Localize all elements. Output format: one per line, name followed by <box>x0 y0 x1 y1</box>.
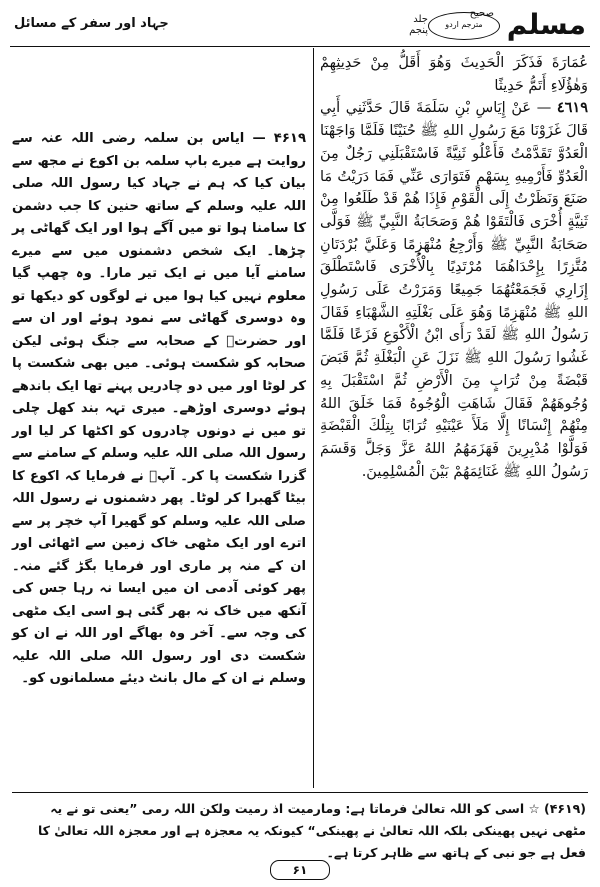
arabic-hadith-text: عَنْ إِيَاسِ بْنِ سَلَمَةَ قَالَ حَدَّثَنِي أَبِي قَالَ غَزَوْنَا مَعَ رَسُولِ اللهِ ﷺ حُنَيْنًا فَلَمَّا وَاجَهْنَا الْعَدُوَّ تَقَدَّمْتُ فَأَعْلُو ثَنِيَّةً فَاسْتَقْبَلَنِي رَجُلٌ مِنَ الْعَدُوِّ فَأَرْمِيهِ بِسَهْمٍ فَتَوَارَى عَنِّي فَمَا دَرَيْتُ مَا صَنَعَ وَنَظَرْتُ إِلَى الْقَوْمِ فَإِذَا هُمْ قَدْ طَلَعُوا مِنْ ثَنِيَّةٍ أُخْرَى فَالْتَقَوْا هُمْ وَصَحَابَةُ النَّبِيِّ ﷺ فَوَلَّى صَحَابَةُ النَّبِيِّ ﷺ وَأَرْجِعُ مُنْهَزِمًا وَعَلَيَّ بُرْدَتَانِ مُتَّزِرًا بِإِحْدَاهُمَا مُرْتَدِيًا بِالْأُخْرَى فَاسْتَطْلَقَ إِزَارِي فَجَمَعْتُهُمَا جَمِيعًا وَمَرَرْتُ عَلَى رَسُولِ اللهِ ﷺ مُنْهَزِمًا وَهُوَ عَلَى بَغْلَتِهِ الشَّهْبَاءِ فَقَالَ رَسُولُ اللهِ ﷺ لَقَدْ رَأَى ابْنُ الْأَكْوَعِ فَزَعًا فَلَمَّا غَشُوا رَسُولَ اللهِ ﷺ نَزَلَ عَنِ الْبَغْلَةِ ثُمَّ قَبَضَ قَبْضَةً مِنْ تُرَابٍ مِنَ الْأَرْضِ ثُمَّ اسْتَقْبَلَ بِهِ وُجُوهَهُمْ فَقَالَ شَاهَتِ الْوُجُوهُ فَمَا خَلَقَ اللهُ مِنْهُمْ إِنْسَانًا إِلَّا مَلَأَ عَيْنَيْهِ تُرَابًا بِتِلْكَ الْقَبْضَةِ فَوَلَّوْا مُدْبِرِينَ فَهَزَمَهُمُ اللهُ عَزَّ وَجَلَّ وَقَسَمَ رَسُولُ اللهِ ﷺ غَنَائِمَهُمْ بَيْنَ الْمُسْلِمِينَ. <box>320 100 588 480</box>
book-title-prefix: صحیح <box>469 8 494 19</box>
urdu-hadith-number: ۴۶۱۹ <box>273 131 306 146</box>
chapter-title: جہاد اور سفر کے مسائل <box>14 16 169 31</box>
footnote <box>14 798 586 864</box>
footnote-text: اسی کو اللہ تعالیٰ فرماتا ہے: ومارمیت اذ رمیت ولکن اللہ رمی ”یعنی تو نے یہ مٹھی نہیں پھینکی بلکہ اللہ تعالیٰ نے پھینکی“ کیونکہ یہ معجزہ ہے اور معجزہ اللہ تعالیٰ کا فعل ہے جو نبی کے ہاتھ سے ظاہر کرتا ہے۔ <box>37 801 586 860</box>
arabic-intro: عُمَارَةَ فَذَكَرَ الْحَدِيثَ وَهُوَ أَقَلُّ مِنْ حَدِيثِهِمْ وَهٰؤُلَاءِ أَتَمُّ حَدِيثًا <box>320 55 588 94</box>
header-divider <box>10 46 590 47</box>
page-number-box <box>270 860 330 880</box>
urdu-column: ۴۶۱۹ — ایاس بن سلمہ رضی اللہ عنہ سے روایت ہے میرے باپ سلمہ بن اکوع نے مجھ سے بیان کیا کہ ہم نے جہاد کیا رسول اللہ صلی اللہ علیہ وسلم کے ساتھ حنین کا جب دشمن کا سامنا ہوا تو میں آگے ہوا اور ایک گھاٹی پر چڑھا۔ ایک شخص دشمنوں میں سے میرے سامنے آیا میں نے ایک تیر مارا۔ وہ چھپ گیا معلوم نہیں کیا ہوا میں نے لوگوں کو دیکھا تو وہ دوسری گھاٹی سے نمود ہوئے اور ان سے اور حضرتؐ کے صحابہ سے جنگ ہوئی لیکن صحابہ کو شکست ہوئی۔ میں بھی شکست پا کر لوٹا اور میں دو چادریں پہنے تھا ایک باندھے ہوئے دوسری اوڑھے۔ میری تہہ بند کھل چلی تو میں نے دونوں چادروں کو اکٹھا کر لیا اور رسول اللہ صلی اللہ علیہ وسلم کے سامنے سے گزرا شکست پا کر۔ آپؐ نے فرمایا کہ اکوع کا بیٹا گھبرا کر لوٹا۔ پھر دشمنوں نے رسول اللہ صلی اللہ علیہ وسلم کو گھیرا آپ خچر پر سے اترے اور ایک مٹھی خاک زمین سے اٹھائی اور ان کے منہ پر ماری اور فرمایا بگڑ گئے منہ۔ پھر کوئی آدمی ان میں ایسا نہ رہا جس کی آنکھ میں خاک نہ بھر گئی ہو اسی ایک مٹھی کی وجہ سے۔ آخر وہ بھاگے اور اللہ نے ان کو شکست دی اور رسول اللہ صلی اللہ علیہ وسلم نے ان کے مال بانٹ دیئے مسلمانوں کو۔ <box>12 131 306 686</box>
arabic-column: عُمَارَةَ فَذَكَرَ الْحَدِيثَ وَهُوَ أَقَلُّ مِنْ حَدِيثِهِمْ وَهٰؤُلَاءِ أَتَمُّ حَدِيثًا ٤٦١٩ — عَنْ إِيَاسِ بْنِ سَلَمَةَ قَالَ حَدَّثَنِي أَبِي قَالَ غَزَوْنَا مَعَ رَسُولِ اللهِ ﷺ حُنَيْنًا فَلَمَّا وَاجَهْنَا الْعَدُوَّ تَقَدَّمْتُ فَأَعْلُو ثَنِيَّةً فَاسْتَقْبَلَنِي رَجُلٌ مِنَ الْعَدُوِّ فَأَرْمِيهِ بِسَهْمٍ فَتَوَارَى عَنِّي فَمَا دَرَيْتُ مَا صَنَعَ وَنَظَرْتُ إِلَى الْقَوْمِ فَإِذَا هُمْ قَدْ طَلَعُوا مِنْ ثَنِيَّةٍ أُخْرَى فَالْتَقَوْا هُمْ وَصَحَابَةُ النَّبِيِّ ﷺ فَوَلَّى صَحَابَةُ النَّبِيِّ ﷺ وَأَرْجِعُ مُنْهَزِمًا وَعَلَيَّ بُرْدَتَانِ مُتَّزِرًا بِإِحْدَاهُمَا مُرْتَدِيًا بِالْأُخْرَى فَاسْتَطْلَقَ إِزَارِي فَجَمَعْتُهُمَا جَمِيعًا وَمَرَرْتُ عَلَى رَسُولِ اللهِ ﷺ مُنْهَزِمًا وَهُوَ عَلَى بَغْلَتِهِ الشَّهْبَاءِ فَقَالَ رَسُولُ اللهِ ﷺ لَقَدْ رَأَى ابْنُ الْأَكْوَعِ فَزَعًا فَلَمَّا غَشُوا رَسُولَ اللهِ ﷺ نَزَلَ عَنِ الْبَغْلَةِ ثُمَّ قَبَضَ قَبْضَةً مِنْ تُرَابٍ مِنَ الْأَرْضِ ثُمَّ اسْتَقْبَلَ بِهِ وُجُوهَهُمْ فَقَالَ شَاهَتِ الْوُجُوهُ فَمَا خَلَقَ اللهُ مِنْهُمْ إِنْسَانًا إِلَّا مَلَأَ عَيْنَيْهِ تُرَابًا بِتِلْكَ الْقَبْضَةِ فَوَلَّوْا مُدْبِرِينَ فَهَزَمَهُمُ اللهُ عَزَّ وَجَلَّ وَقَسَمَ رَسُولُ اللهِ ﷺ غَنَائِمَهُمْ بَيْنَ الْمُسْلِمِينَ. <box>320 55 588 480</box>
page-number: ۶۱ <box>270 860 330 880</box>
column-divider <box>313 48 314 788</box>
volume-label: جلد پنجم <box>409 14 428 36</box>
arabic-hadith-number: ٤٦١٩ <box>556 99 588 117</box>
book-title: مسلم <box>506 8 586 41</box>
page-header <box>10 6 590 46</box>
translator-oval: مترجم اردو <box>428 12 500 40</box>
urdu-translation-text: ایاس بن سلمہ رضی اللہ عنہ سے روایت ہے میرے باپ سلمہ بن اکوع نے مجھ سے بیان کیا کہ ہم نے جہاد کیا رسول اللہ صلی اللہ علیہ وسلم کے ساتھ حنین کا جب دشمن کا سامنا ہوا تو میں آگے ہوا اور ایک گھاٹی پر چڑھا۔ ایک شخص دشمنوں میں سے میرے سامنے آیا میں نے ایک تیر مارا۔ وہ چھپ گیا معلوم نہیں کیا ہوا میں نے لوگوں کو دیکھا تو وہ دوسری گھاٹی سے نمود ہوئے اور ان سے اور حضرتؐ کے صحابہ سے جنگ ہوئی لیکن صحابہ کو شکست ہوئی۔ میں بھی شکست پا کر لوٹا اور میں دو چادریں پہنے تھا ایک باندھے ہوئے دوسری اوڑھے۔ میری تہہ بند کھل چلی تو میں نے دونوں چادروں کو اکٹھا کر لیا اور رسول اللہ صلی اللہ علیہ وسلم کے سامنے سے گزرا شکست پا کر۔ آپؐ نے فرمایا کہ اکوع کا بیٹا گھبرا کر لوٹا۔ پھر دشمنوں نے رسول اللہ صلی اللہ علیہ وسلم کو گھیرا آپ خچر پر سے اترے اور ایک مٹھی خاک زمین سے اٹھائی اور ان کے منہ پر ماری اور فرمایا بگڑ گئے منہ۔ پھر کوئی آدمی ان میں ایسا نہ رہا جس کی آنکھ میں خاک نہ بھر گئی ہو اسی ایک مٹھی کی وجہ سے۔ آخر وہ بھاگے اور اللہ نے ان کو شکست دی اور رسول اللہ صلی اللہ علیہ وسلم نے ان کے مال بانٹ دیئے مسلمانوں کو۔ <box>12 131 306 686</box>
book-title-logo <box>396 6 586 44</box>
footnote-label: (۴۶۱۹) ☆ <box>528 801 586 816</box>
footnote-divider <box>12 792 588 793</box>
